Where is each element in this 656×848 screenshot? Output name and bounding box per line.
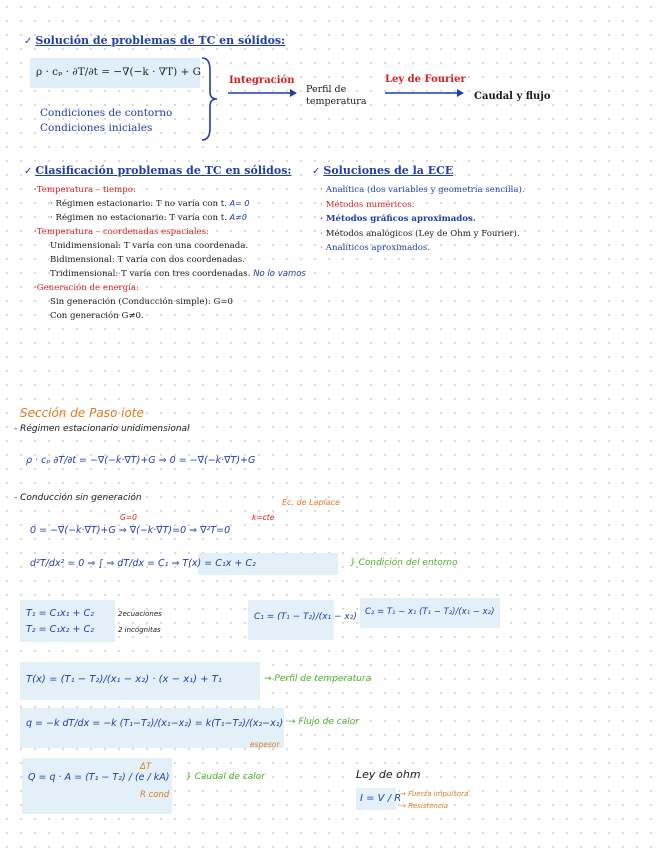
section3-heading (312, 159, 453, 178)
section1-title: Solución de problemas de TC en sólidos: (35, 34, 286, 47)
handwritten-title: Sección de Paso iote (20, 406, 144, 420)
list-item: Bidimensional: T varía con dos coordenadas. (50, 255, 245, 265)
system-notes (118, 606, 162, 638)
list-item: Tridimensional: T varía con tres coordenadas. No lo vamos (50, 269, 306, 279)
section2-heading (24, 159, 291, 178)
equation-2: 0 = −∇(−k·∇T)+G ⇒ ∇(−k·∇T)=0 ⇒ ∇²T=0 (30, 525, 231, 536)
profile-label: → Perfil de temperatura (264, 674, 372, 684)
group-label: ·Generación de energía: (34, 283, 139, 293)
conduction-title: - Conducción sin generación (14, 493, 142, 503)
profile-text (306, 84, 367, 108)
check-icon: ✓ (24, 166, 33, 177)
group-label: ·Temperatura – tiempo: (34, 185, 136, 195)
k-constant-note: k=cte (252, 513, 275, 522)
section1-heading (24, 29, 285, 48)
list-item: · Régimen estacionario: T no varía con t. A= 0 (50, 199, 250, 209)
note-incognitas: 2 incógnitas (118, 626, 161, 634)
system-equations (26, 606, 94, 638)
result-text: Caudal y flujo (474, 91, 551, 102)
group-label: ·Temperatura – coordenadas espaciales: (34, 227, 210, 237)
condition-boundary: Condiciones de contorno (40, 107, 173, 119)
equation-t2: T₂ = C₁x₂ + C₂ (26, 624, 94, 635)
ohm-v-note: → Fuerza impulsora (400, 790, 469, 798)
arrow-icon (385, 88, 465, 98)
list-item: · Analítica (dos variables y geometría sencilla). (320, 185, 525, 195)
energy-equation: ρ · cₚ · ∂T/∂t = −∇(−k · ∇T) + G (36, 66, 202, 78)
c2-equation: C₂ = T₁ − x₁ (T₁ − T₂)/(x₁ − x₂) (365, 607, 495, 617)
handwritten-subtitle: - Régimen estacionario unidimensional (14, 424, 190, 434)
flow-label: } Caudal de calor (186, 772, 265, 782)
fourier-label: Ley de Fourier (385, 74, 466, 85)
delta-t-note: ΔT (140, 762, 152, 772)
equation-1: ρ · cₚ ∂T/∂t = −∇(−k·∇T)+G ⇒ 0 = −∇(−k·∇T)+G (26, 455, 256, 466)
g-zero-note: G=0 (120, 513, 137, 522)
section2-title: Clasificación problemas de TC en sólidos: (35, 164, 292, 177)
espesor-note: espesor (250, 740, 280, 749)
c1-equation: C₁ = (T₁ − T₂)/(x₁ − x₂) (254, 612, 357, 622)
ohm-notes (400, 788, 468, 812)
equation-t1: T₁ = C₁x₁ + C₂ (26, 608, 94, 619)
solutions-list (320, 183, 525, 256)
equation-3: d²T/dx² = 0 ⇒ ∫ ⇒ dT/dx = C₁ ⇒ T(x) = C₁x + C₂ (30, 558, 256, 569)
list-item: · Régimen no estacionario: T varía con t. A≠0 (50, 213, 247, 223)
ohm-r-note: → Resistencia (400, 802, 449, 810)
list-item: · Métodos analógicos (Ley de Ohm y Fourier). (320, 228, 520, 239)
arrow-icon (228, 88, 298, 98)
condition-initial: Condiciones iniciales (40, 122, 153, 134)
conditions-list (40, 106, 172, 136)
check-icon: ✓ (312, 166, 321, 177)
check-icon: ✓ (24, 36, 33, 47)
rcond-note: R cond (140, 790, 170, 800)
ohm-equation: I = V / R (360, 793, 402, 804)
flow-equation: Q = q · A = (T₁ − T₂) / (e / kA) (28, 772, 170, 783)
note-ecuaciones: 2ecuaciones (118, 610, 162, 618)
list-item: Sin generación (Conducción simple): G=0 (50, 297, 233, 307)
integration-label: Integración (229, 75, 295, 86)
curly-brace-icon (200, 56, 220, 142)
list-item: · Métodos numéricos. (320, 199, 415, 210)
laplace-label: Ec. de Laplace (282, 498, 340, 507)
flux-equation: q = −k dT/dx = −k (T₁−T₂)/(x₁−x₂) = k(T₁−T₂)/(x₂−x₁) (26, 718, 284, 729)
list-item: Unidimensional: T varía con una coordenada. (50, 241, 249, 251)
list-item: Con generación G≠0. (50, 311, 144, 321)
ohm-title: Ley de ohm (356, 768, 421, 781)
profile-equation: T(x) = (T₁ − T₂)/(x₁ − x₂) · (x − x₁) + T₁ (26, 674, 222, 685)
list-item: · Analíticos aproximados. (320, 243, 431, 253)
classification-list (34, 183, 306, 323)
profile-line2: temperatura (306, 96, 367, 107)
profile-line1: Perfil de (306, 84, 347, 95)
section3-title: Soluciones de la ECE (323, 164, 454, 177)
condition-label: } Condición del entorno (350, 558, 458, 568)
flux-label: → Flujo de calor (288, 717, 359, 727)
list-item: · Métodos gráficos aproximados. (320, 214, 476, 224)
